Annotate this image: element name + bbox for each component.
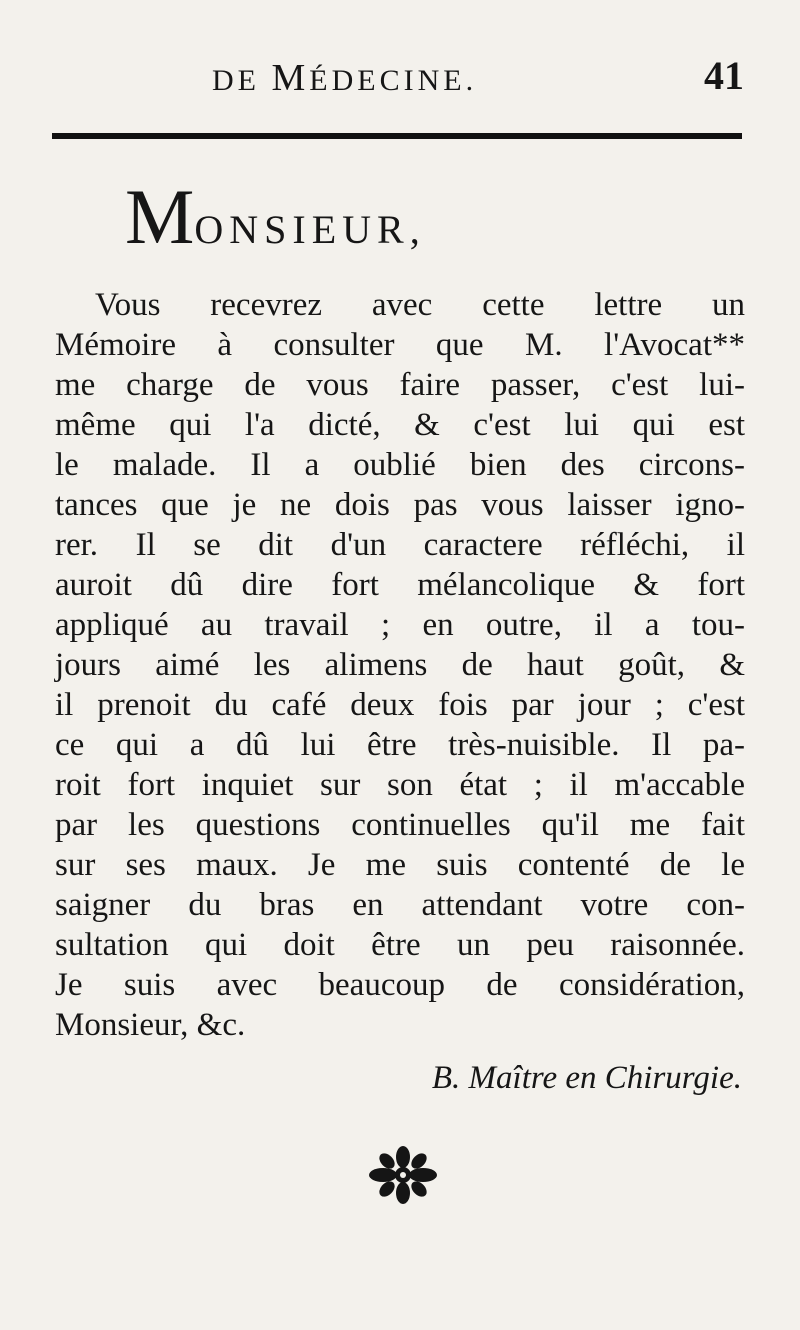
body-line: sultation qui doit être un peu raisonnée. [55,927,745,963]
body-line: tances que je ne dois pas vous laisser igno- [55,487,745,523]
body-line: auroit dû dire fort mélancolique & fort [55,567,745,603]
body-line: ce qui a dû lui être très-nuisible. Il pa- [55,727,745,763]
salutation [125,173,426,269]
fleuron-ornament-icon [363,1145,443,1205]
body-line: le malade. Il a oublié bien des circons- [55,447,745,483]
header-rule [52,133,742,139]
signature: B. Maître en Chirurgie. [431,1060,742,1096]
running-head-rest: ÉDECINE. [309,64,478,97]
body-line: par les questions continuelles qu'il me fait [55,807,745,843]
body-line: Je suis avec beaucoup de considération, [55,967,745,1003]
body-line: me charge de vous faire passer, c'est lui- [55,367,745,403]
body-line: Mémoire à consulter que M. l'Avocat** [55,327,745,363]
body-line: sur ses maux. Je me suis contenté de le [55,847,745,883]
salutation-rest: ONSIEUR, [194,207,426,252]
body-line: jours aimé les alimens de haut goût, & [55,647,745,683]
body-line: rer. Il se dit d'un caractere réfléchi, il [55,527,745,563]
running-head-initial: M [271,57,310,99]
page-number: 41 [704,53,744,98]
body-line: Monsieur, &c. [55,1007,246,1043]
body-line: roit fort inquiet sur son état ; il m'accable [55,767,745,803]
body-line: il prenoit du café deux fois par jour ; c'est [55,687,745,723]
salutation-initial: M [125,173,195,260]
body-line: même qui l'a dicté, & c'est lui qui est [55,407,745,443]
letter-body [55,285,745,1045]
body-line: saigner du bras en attendant votre con- [55,887,745,923]
page-header [52,48,748,108]
body-line: appliqué au travail ; en outre, il a tou- [55,607,745,643]
body-line: Vous recevrez avec cette lettre un [95,287,745,323]
running-head-de: DE [212,64,260,97]
running-head [212,56,477,100]
